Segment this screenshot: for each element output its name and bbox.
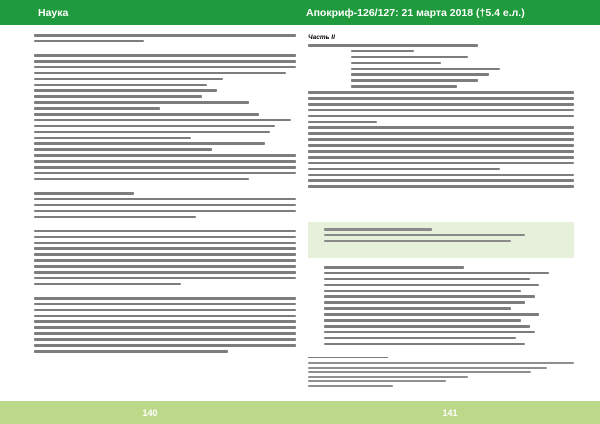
header-right xyxy=(300,0,600,25)
left-column-text xyxy=(34,34,296,353)
right-column xyxy=(308,34,574,387)
footnotes xyxy=(308,357,574,387)
section-heading: Часть II xyxy=(308,34,335,41)
page-footer xyxy=(0,401,600,424)
page-number-right: 141 xyxy=(442,407,458,418)
footer-right xyxy=(300,401,600,424)
header-left xyxy=(0,0,300,25)
left-column xyxy=(34,34,296,387)
right-column-text xyxy=(308,44,574,188)
issue-title: Апокриф-126/127: 21 марта 2018 (†5.4 е.л.) xyxy=(306,6,525,19)
page-header xyxy=(0,0,600,25)
page-number-left: 140 xyxy=(142,407,158,418)
highlight-box xyxy=(308,222,574,258)
verse-block xyxy=(324,266,558,345)
footer-left xyxy=(0,401,300,424)
section-title: Наука xyxy=(38,6,69,19)
